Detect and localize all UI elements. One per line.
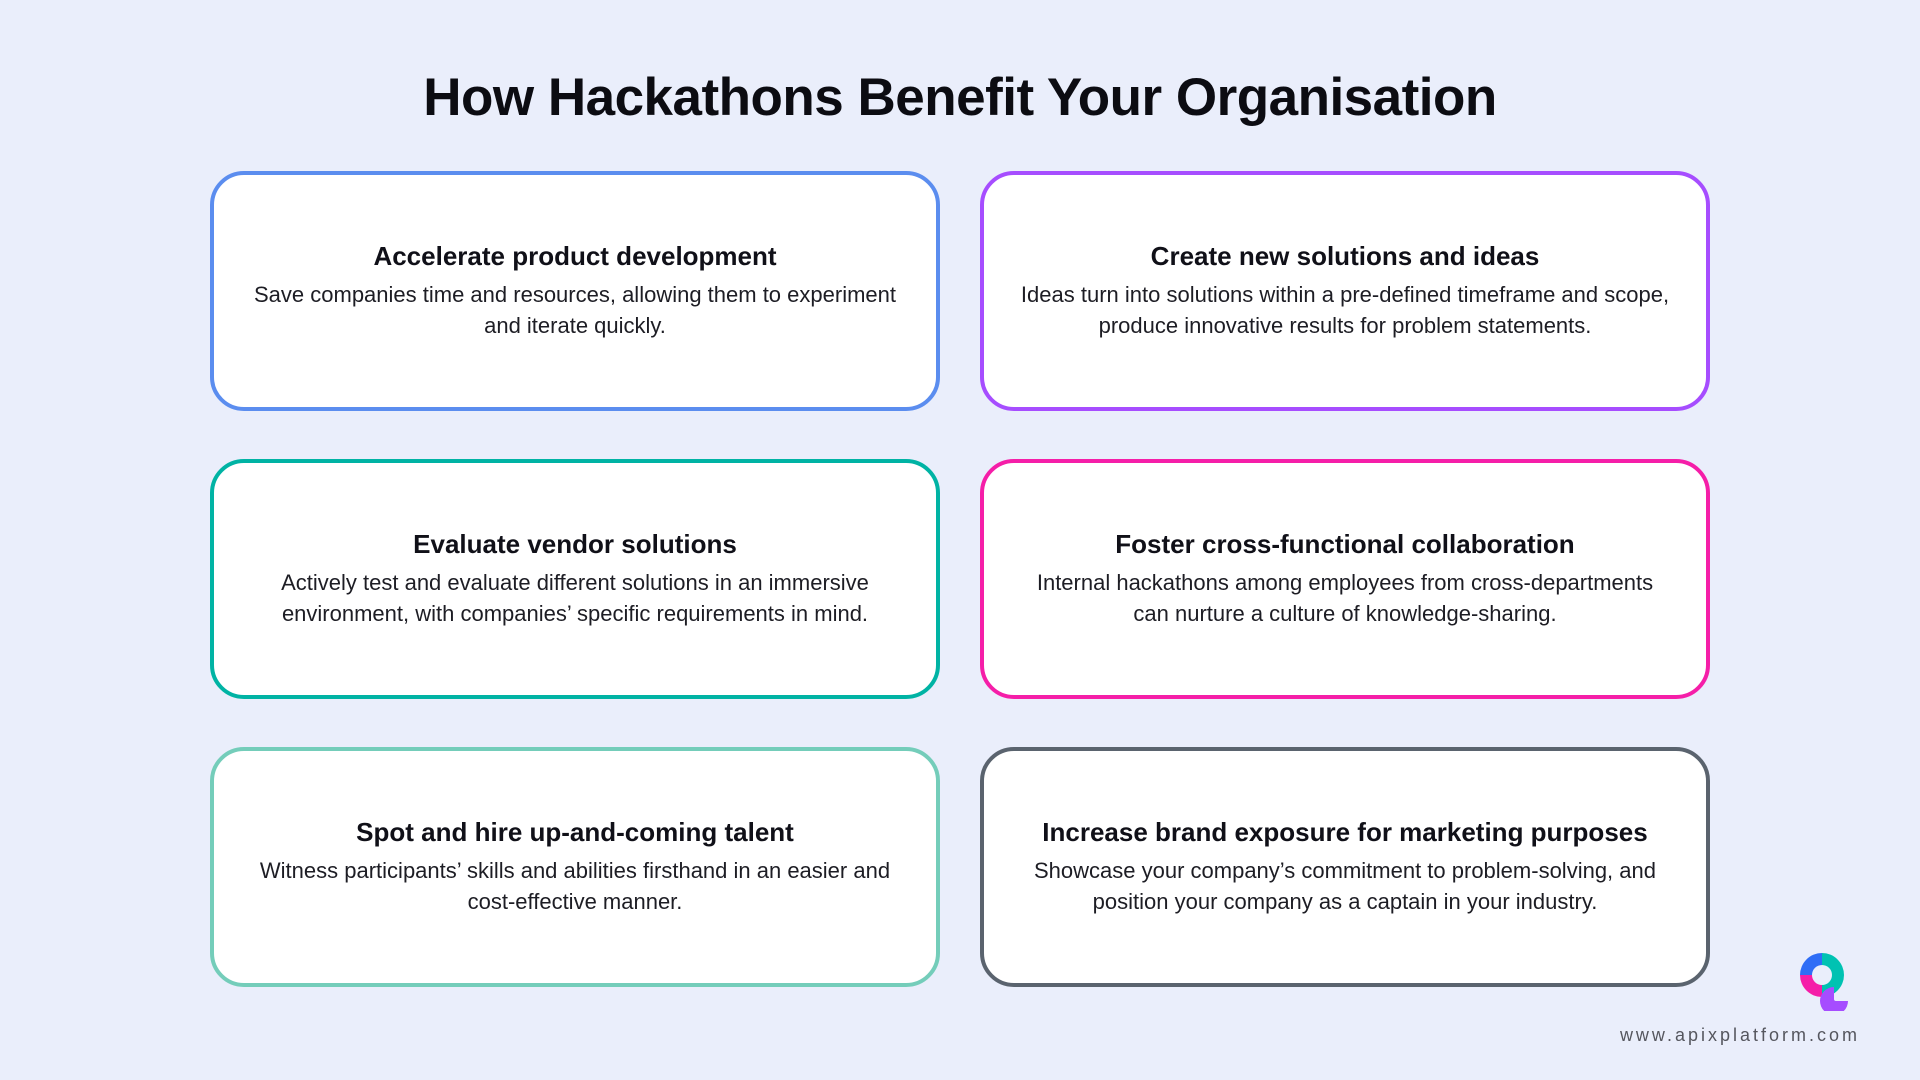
benefit-card-increase-brand-exposure[interactable] xyxy=(980,747,1710,987)
card-body: Witness participants’ skills and abilities firsthand in an easier and cost-effective manner. xyxy=(259,857,891,915)
benefit-card-accelerate-product-development[interactable] xyxy=(210,171,940,411)
card-title: Spot and hire up-and-coming talent xyxy=(356,817,794,848)
card-title: Foster cross-functional collaboration xyxy=(1115,529,1575,560)
benefit-card-create-new-solutions-and-ideas[interactable] xyxy=(980,171,1710,411)
card-title: Accelerate product development xyxy=(373,241,777,272)
website-url[interactable]: www.apixplatform.com xyxy=(1619,1025,1860,1045)
card-title: Evaluate vendor solutions xyxy=(413,529,737,560)
page-title: How Hackathons Benefit Your Organisation xyxy=(423,68,1497,127)
card-body: Save companies time and resources, allowing them to experiment and iterate quickly. xyxy=(254,281,896,339)
footer xyxy=(1620,947,1860,1046)
card-body: Actively test and evaluate different solutions in an immersive environment, with companies’ specific requirements in mind. xyxy=(281,569,869,627)
card-body: Ideas turn into solutions within a pre-defined timeframe and scope, produce innovative results for problem statements. xyxy=(1020,281,1670,339)
apix-platform-logo-icon xyxy=(1786,947,1860,1011)
benefit-card-evaluate-vendor-solutions[interactable] xyxy=(210,459,940,699)
card-body: Showcase your company’s commitment to problem-solving, and position your company as a captain in your industry. xyxy=(1034,857,1656,915)
card-title: Increase brand exposure for marketing purposes xyxy=(1042,817,1648,848)
benefits-grid xyxy=(210,129,1710,987)
card-title: Create new solutions and ideas xyxy=(1150,241,1540,272)
card-body: Internal hackathons among employees from cross-departments can nurture a culture of knowledge-sharing. xyxy=(1036,569,1654,627)
benefit-card-foster-cross-functional-collaboration[interactable] xyxy=(980,459,1710,699)
benefit-card-spot-and-hire-talent[interactable] xyxy=(210,747,940,987)
